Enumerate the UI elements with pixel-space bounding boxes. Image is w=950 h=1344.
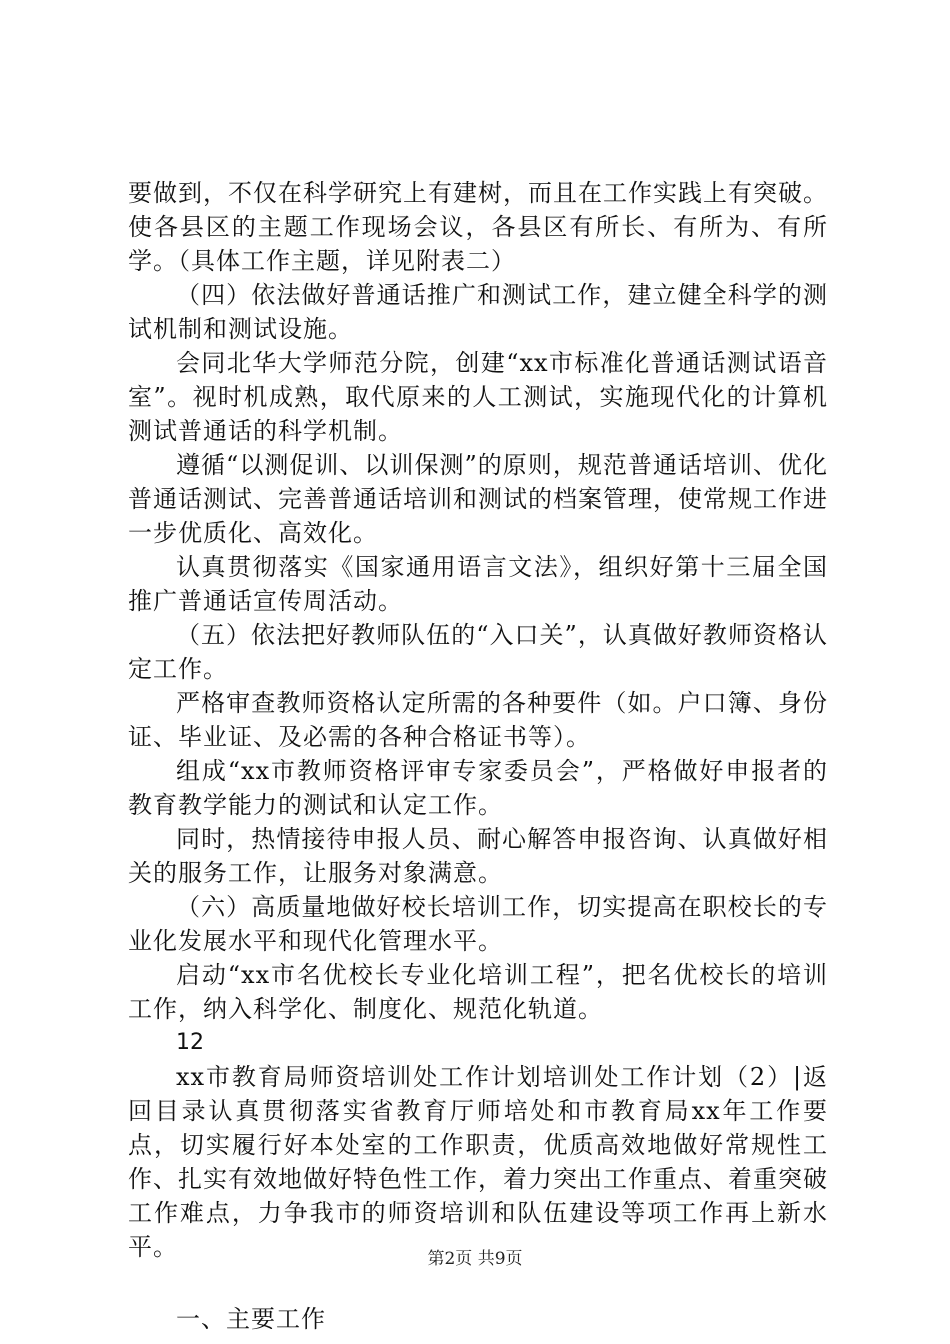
paragraph-2: （四）依法做好普通话推广和测试工作，建立健全科学的测试机制和测试设施。 (128, 281, 828, 343)
section-heading: 一、主要工作 (176, 1305, 326, 1333)
paragraph-4: 遵循“以测促训、以训保测”的原则，规范普通话培训、优化普通话测试、完善普通话培训和测试的档案管理，使常规工作进一步优质化、高效化。 (128, 451, 828, 547)
page-footer: 第2页 共9页 (427, 1249, 523, 1269)
paragraph-5: 认真贯彻落实《国家通用语言文法》，组织好第十三届全国推广普通话宣传周活动。 (128, 553, 828, 615)
paragraph-1: 要做到，不仅在科学研究上有建树，而且在工作实践上有突破。使各县区的主题工作现场会议，各县区有所长、有所为、有所学。（具体工作主题，详见附表二） (128, 179, 828, 275)
paragraph-10: （六）高质量地做好校长培训工作，切实提高在职校长的专业化发展水平和现代化管理水平。 (128, 893, 828, 955)
paragraph-7: 严格审查教师资格认定所需的各种要件（如。户口簿、身份证、毕业证、及必需的各种合格证书等）。 (128, 689, 828, 751)
paragraph-9: 同时，热情接待申报人员、耐心解答申报咨询、认真做好相关的服务工作，让服务对象满意。 (128, 825, 828, 887)
closing-paragraph: xx市教育局师资培训处工作计划培训处工作计划（2）|返回目录认真贯彻落实省教育厅师培处和市教育局xx年工作要点，切实履行好本处室的工作职责，优质高效地做好常规性工作、扎实有效地做好特色性工作，着力突出工作重点、着重突破工作难点，力争我市的师资培训和队伍建设等项工作再上新水平。 (128, 1063, 828, 1261)
document-body (128, 176, 828, 1336)
paragraph-6: （五）依法把好教师队伍的“入口关”，认真做好教师资格认定工作。 (128, 621, 828, 683)
paragraph-11: 启动“xx市名优校长专业化培训工程”，把名优校长的培训工作，纳入科学化、制度化、规范化轨道。 (128, 961, 828, 1023)
inline-page-marker: 12 (176, 1030, 204, 1055)
paragraph-3: 会同北华大学师范分院，创建“xx市标准化普通话测试语音室”。视时机成熟，取代原来的人工测试，实施现代化的计算机测试普通话的科学机制。 (128, 349, 828, 445)
paragraph-8: 组成“xx市教师资格评审专家委员会”，严格做好申报者的教育教学能力的测试和认定工作。 (128, 757, 828, 819)
